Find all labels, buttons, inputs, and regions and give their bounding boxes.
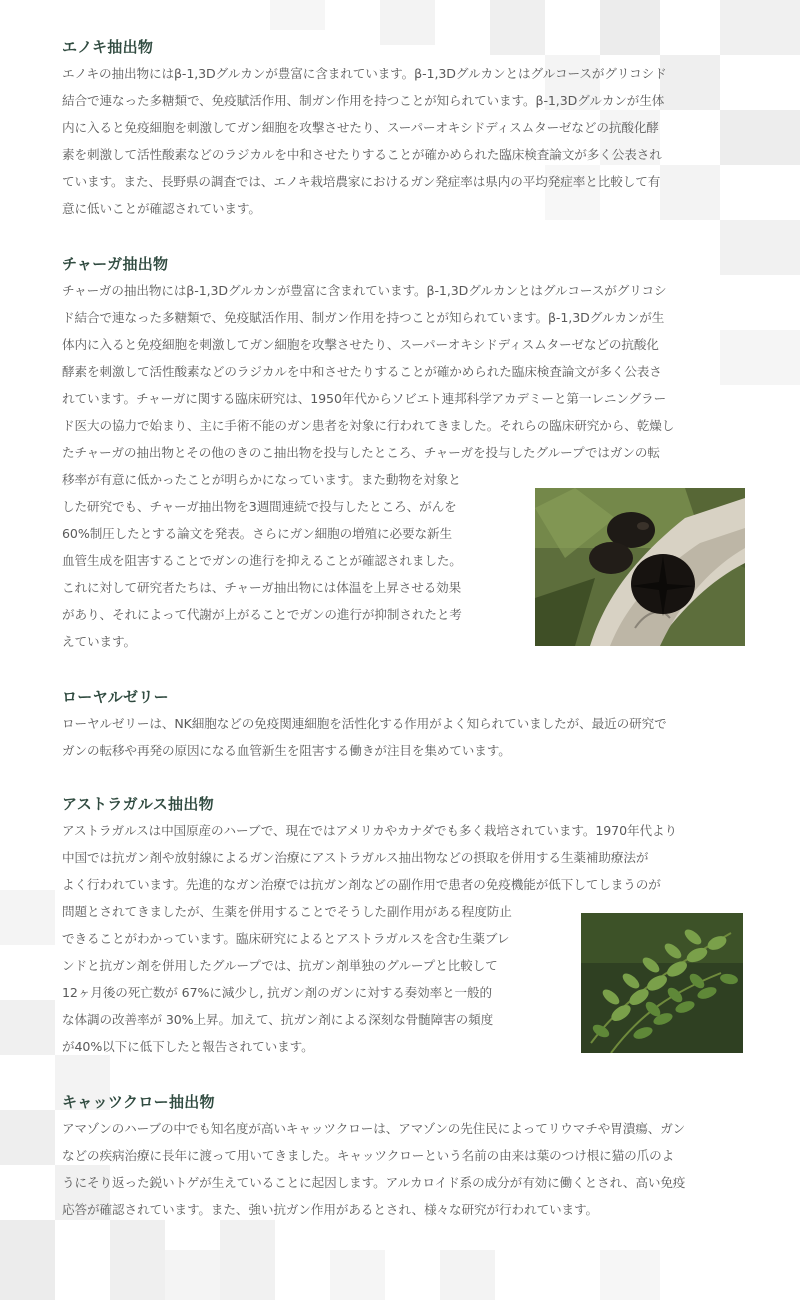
body-line: 内に入ると免疫細胞を刺激してガン細胞を攻撃させたり、スーパーオキシドディスムターゼなどの抗酸化酵 bbox=[62, 120, 659, 135]
section-body bbox=[62, 60, 750, 222]
section-title: エノキ抽出物 bbox=[62, 38, 154, 56]
body-line: たチャーガの抽出物とその他のきのこ抽出物を投与したところ、チャーガを投与したグループではガンの転 bbox=[62, 445, 660, 460]
body-line: 素を刺激して活性酸素などのラジカルを中和させたりすることが確かめられた臨床検査論文が多く公表され bbox=[62, 147, 662, 162]
body-line: 移率が有意に低かったことが明らかになっています。また動物を対象と bbox=[62, 472, 461, 487]
body-line: があり、それによって代謝が上がることでガンの進行が抑制されたと考 bbox=[62, 607, 462, 622]
body-line: アストラガルスは中国原産のハーブで、現在ではアメリカやカナダでも多く栽培されています。1970年代より bbox=[62, 823, 677, 838]
astragalus-photo bbox=[581, 913, 743, 1053]
body-line: ド医大の協力で始まり、主に手術不能のガン患者を対象に行われてきました。それらの臨床研究から、乾燥し bbox=[62, 418, 675, 433]
body-line: 意に低いことが確認されています。 bbox=[62, 201, 261, 216]
body-line: 体内に入ると免疫細胞を刺激してガン細胞を攻撃させたり、スーパーオキシドディスムターゼなどの抗酸化 bbox=[62, 337, 659, 352]
body-line: 問題とされてきましたが、生薬を併用することでそうした副作用がある程度防止 bbox=[62, 904, 512, 919]
body-line: ド結合で連なった多糖類で、免疫賦活作用、制ガン作用を持つことが知られています。β-1,3Dグルカンが生 bbox=[62, 310, 665, 325]
body-line: えています。 bbox=[62, 634, 136, 649]
body-line: ています。また、長野県の調査では、エノキ栽培農家におけるガン発症率は県内の平均発症率と比較して有 bbox=[62, 174, 661, 189]
body-line: した研究でも、チャーガ抽出物を3週間連続で投与したところ、がんを bbox=[62, 499, 457, 514]
section-cats-claw bbox=[62, 1091, 750, 1223]
body-line: 中国では抗ガン剤や放射線によるガン治療にアストラガルス抽出物などの摂取を併用する生薬補助療法が bbox=[62, 850, 649, 865]
body-line: エノキの抽出物にはβ-1,3Dグルカンが豊富に含まれています。β-1,3Dグルカンとはグルコースがグリコシド bbox=[62, 66, 667, 81]
section-royal-jelly bbox=[62, 686, 750, 764]
body-line: などの疾病治療に長年に渡って用いてきました。キャッツクローという名前の由来は葉のつけ根に猫の爪のよ bbox=[62, 1148, 675, 1163]
body-line: れています。チャーガに関する臨床研究は、1950年代からソビエト連邦科学アカデミーと第一レニングラー bbox=[62, 391, 667, 406]
section-title: ローヤルゼリー bbox=[62, 688, 169, 706]
section-enoki bbox=[62, 36, 750, 222]
section-title: キャッツクロー抽出物 bbox=[62, 1093, 215, 1111]
section-body bbox=[62, 1115, 750, 1223]
body-line: チャーガの抽出物にはβ-1,3Dグルカンが豊富に含まれています。β-1,3Dグルカンとはグルコースがグリコシ bbox=[62, 283, 667, 298]
body-line: これに対して研究者たちは、チャーガ抽出物には体温を上昇させる効果 bbox=[62, 580, 462, 595]
body-line: 血管生成を阻害することでガンの進行を抑えることが確認されました。 bbox=[62, 553, 462, 568]
body-line: 応答が確認されています。また、強い抗ガン作用があるとされ、様々な研究が行われています。 bbox=[62, 1202, 598, 1217]
section-title: チャーガ抽出物 bbox=[62, 255, 169, 273]
chaga-photo bbox=[535, 488, 745, 646]
body-line: ンドと抗ガン剤を併用したグループでは、抗ガン剤単独のグループと比較して bbox=[62, 958, 498, 973]
body-line: うにそり返った鋭いトゲが生えていることに起因します。アルカロイド系の成分が有効に働くとされ、高い免疫 bbox=[62, 1175, 686, 1190]
body-line: よく行われています。先進的なガン治療では抗ガン剤などの副作用で患者の免疫機能が低下してしまうのが bbox=[62, 877, 661, 892]
body-line: が40%以下に低下したと報告されています。 bbox=[62, 1039, 314, 1054]
section-title: アストラガルス抽出物 bbox=[62, 795, 214, 813]
body-line: な体調の改善率が 30%上昇。加えて、抗ガン剤による深刻な骨髄障害の頻度 bbox=[62, 1012, 494, 1027]
section-body bbox=[62, 710, 750, 764]
body-line: ガンの転移や再発の原因になる血管新生を阻害する働きが注目を集めています。 bbox=[62, 743, 511, 758]
body-line: 12ヶ月後の死亡数が 67%に減少し, 抗ガン剤のガンに対する奏効率と一般的 bbox=[62, 985, 493, 1000]
body-line: 酵素を刺激して活性酸素などのラジカルを中和させたりすることが確かめられた臨床検査論文が多く公表さ bbox=[62, 364, 662, 379]
body-line: できることがわかっています。臨床研究によるとアストラガルスを含む生薬ブレ bbox=[62, 931, 510, 946]
body-line: 60%制圧したとする論文を発表。さらにガン細胞の増殖に必要な新生 bbox=[62, 526, 453, 541]
body-line: ローヤルゼリーは、NK細胞などの免疫関連細胞を活性化する作用がよく知られていましたが、最近の研究で bbox=[62, 716, 667, 731]
body-line: アマゾンのハーブの中でも知名度が高いキャッツクローは、アマゾンの先住民によってリウマチや胃潰瘍、ガン bbox=[62, 1121, 686, 1136]
body-line: 結合で連なった多糖類で、免疫賦活作用、制ガン作用を持つことが知られています。β-1,3Dグルカンが生体 bbox=[62, 93, 665, 108]
